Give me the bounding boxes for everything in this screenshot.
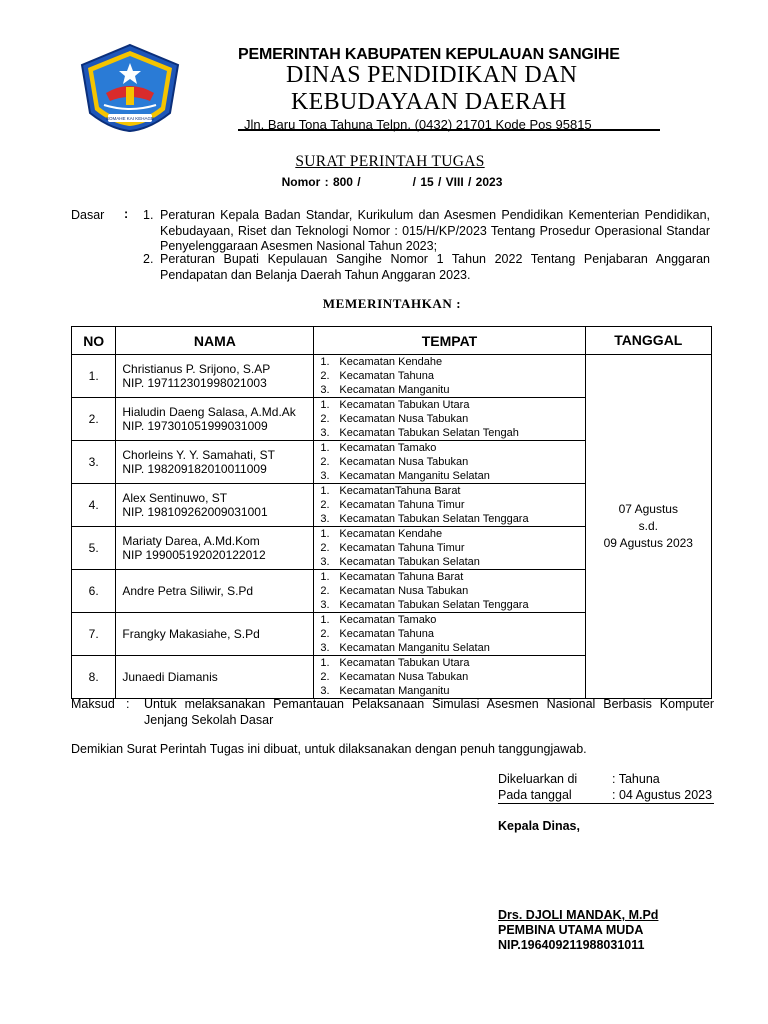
dasar-item-1: [143, 208, 715, 255]
person-name: Hialudin Daeng Salasa, A.Md.Ak: [122, 405, 296, 419]
place-item: 3. Kecamatan Tabukan Selatan Tengah: [320, 427, 519, 439]
assignment-dates-cell: [585, 355, 711, 699]
date-sd: s.d.: [638, 519, 658, 533]
place-item: 1. Kecamatan Tamako: [320, 442, 437, 454]
person-nip: NIP. 197301051999031009: [122, 419, 268, 433]
row-number: 2.: [72, 398, 116, 441]
issued-date-value: : 04 Agustus 2023: [612, 788, 713, 802]
dasar-label: Dasar: [71, 208, 105, 222]
row-name-cell: [116, 656, 314, 699]
place-item: 2. Kecamatan Tahuna Timur: [320, 542, 465, 554]
places-list: [314, 441, 584, 483]
person-name: Mariaty Darea, A.Md.Kom: [122, 534, 260, 548]
regency-emblem-logo: [78, 43, 182, 133]
date-end: 09 Agustus 2023: [603, 536, 693, 550]
row-name-cell: [116, 441, 314, 484]
signer-role: Kepala Dinas,: [498, 819, 580, 833]
issued-place-value: : Tahuna: [612, 772, 660, 786]
row-places-cell: [314, 656, 585, 699]
dasar-item-text: Peraturan Kepala Badan Standar, Kurikulum dan Asesmen Pendidikan Kementerian Pendidikan, Kebudayaan, Riset dan Teknologi Nomor : 015/H/KP/2023 Tentang Prosedur Operasional Standar Penyelenggaraan Asesmen Nasional Tahun 2023;: [160, 208, 710, 253]
place-item: 3. Kecamatan Manganitu Selatan: [320, 642, 490, 654]
letter-number: Nomor : 800 / / 15 / VIII / 2023: [281, 175, 503, 189]
row-number: 6.: [72, 570, 116, 613]
issued-date-row: [498, 788, 714, 804]
places-list: [314, 398, 584, 440]
place-item: 1. Kecamatan Tabukan Utara: [320, 399, 470, 411]
place-item: 1. Kecamatan Tahuna Barat: [320, 571, 464, 583]
row-name-cell: [116, 355, 314, 398]
place-item: 1. Kecamatan Kendahe: [320, 528, 443, 540]
row-places-cell: [314, 441, 585, 484]
place-item: 3. Kecamatan Tabukan Selatan Tenggara: [320, 513, 529, 525]
maksud-label: Maksud: [71, 697, 115, 711]
places-list: [314, 613, 584, 655]
place-item: 3. Kecamatan Tabukan Selatan: [320, 556, 480, 568]
assignment-table: [71, 326, 712, 699]
place-item: 3. Kecamatan Manganitu: [320, 685, 450, 697]
person-name: Christianus P. Srijono, S.AP: [122, 362, 271, 376]
person-nip: NIP 199005192020122012: [122, 548, 266, 562]
person-name: Frangky Makasiahe, S.Pd: [122, 627, 260, 641]
header-divider: [238, 129, 660, 131]
place-item: 2. Kecamatan Nusa Tabukan: [320, 456, 469, 468]
person-name: Chorleins Y. Y. Samahati, ST: [122, 448, 275, 462]
person-nip: NIP. 197112301998021003: [122, 376, 267, 390]
row-name-cell: [116, 484, 314, 527]
row-number: 7.: [72, 613, 116, 656]
svg-text:SOMAHE KAI KEHAGE: SOMAHE KAI KEHAGE: [105, 116, 155, 121]
maksud-separator: :: [126, 697, 130, 711]
place-item: 2. Kecamatan Tahuna: [320, 628, 434, 640]
places-list: [314, 527, 584, 569]
date-start: 07 Agustus: [618, 502, 678, 516]
dasar-item-text: Peraturan Bupati Kepulauan Sangihe Nomor 1 Tahun 2022 Tentang Penjabaran Anggaran Pendapatan dan Belanja Daerah Tahun Anggaran 2023.: [160, 252, 710, 282]
dasar-separator: :: [124, 207, 129, 221]
person-name: Andre Petra Siliwir, S.Pd: [122, 584, 254, 598]
row-name-cell: [116, 570, 314, 613]
table-row: [72, 355, 712, 398]
row-places-cell: [314, 613, 585, 656]
row-number: 8.: [72, 656, 116, 699]
places-list: [314, 570, 584, 612]
person-nip: NIP. 198209182010011009: [122, 462, 267, 476]
row-name-cell: [116, 398, 314, 441]
row-number: 4.: [72, 484, 116, 527]
government-name: PEMERINTAH KABUPATEN KEPULAUAN SANGIHE: [238, 46, 620, 63]
place-item: 2. Kecamatan Tahuna: [320, 370, 434, 382]
places-list: [314, 656, 584, 698]
row-name-cell: [116, 613, 314, 656]
row-places-cell: [314, 398, 585, 441]
person-name: Junaedi Diamanis: [122, 670, 218, 684]
agency-name-line1: DINAS PENDIDIKAN DAN: [286, 62, 578, 88]
letter-title: SURAT PERINTAH TUGAS: [295, 153, 485, 170]
row-places-cell: [314, 527, 585, 570]
issued-place-label: Dikeluarkan di: [498, 772, 578, 786]
person-nip: NIP. 198109262009031001: [122, 505, 268, 519]
place-item: 1. Kecamatan Kendahe: [320, 356, 443, 368]
places-list: [314, 484, 584, 526]
places-list: [314, 355, 584, 397]
row-number: 3.: [72, 441, 116, 484]
header-tempat: TEMPAT: [314, 327, 585, 355]
maksud-text: Untuk melaksanakan Pemantauan Pelaksanaan Simulasi Asesmen Nasional Berbasis Komputer Jenjang Sekolah Dasar: [144, 697, 714, 727]
place-item: 2. Kecamatan Nusa Tabukan: [320, 413, 469, 425]
row-places-cell: [314, 570, 585, 613]
agency-address: Jln. Baru Tona Tahuna Telpn. (0432) 21701 Kode Pos 95815: [244, 117, 592, 132]
dasar-item-number: 2.: [143, 252, 154, 266]
memerintahkan-heading: MEMERINTAHKAN :: [322, 296, 462, 311]
place-item: 3. Kecamatan Manganitu: [320, 384, 450, 396]
signer-nip: NIP.196409211988031011: [498, 938, 645, 952]
closing-statement: Demikian Surat Perintah Tugas ini dibuat, untuk dilaksanakan dengan penuh tanggungjawab.: [71, 742, 587, 756]
row-places-cell: [314, 355, 585, 398]
row-number: 5.: [72, 527, 116, 570]
place-item: 2. Kecamatan Tahuna Timur: [320, 499, 465, 511]
dasar-item-number: 1.: [143, 208, 154, 222]
table-header-row: [72, 327, 712, 355]
place-item: 2. Kecamatan Nusa Tabukan: [320, 585, 469, 597]
place-item: 1. KecamatanTahuna Barat: [320, 485, 461, 497]
signer-rank: PEMBINA UTAMA MUDA: [498, 923, 644, 937]
header-no: NO: [72, 327, 116, 355]
place-item: 3. Kecamatan Tabukan Selatan Tenggara: [320, 599, 529, 611]
issued-date-label: Pada tanggal: [498, 788, 572, 802]
place-item: 1. Kecamatan Tabukan Utara: [320, 657, 470, 669]
header-tanggal: TANGGAL: [585, 327, 711, 355]
person-name: Alex Sentinuwo, ST: [122, 491, 228, 505]
row-places-cell: [314, 484, 585, 527]
place-item: 2. Kecamatan Nusa Tabukan: [320, 671, 469, 683]
dasar-item-2: [143, 252, 715, 283]
place-item: 1. Kecamatan Tamako: [320, 614, 437, 626]
row-number: 1.: [72, 355, 116, 398]
agency-name-line2: KEBUDAYAAN DAERAH: [291, 89, 567, 115]
row-name-cell: [116, 527, 314, 570]
header-nama: NAMA: [116, 327, 314, 355]
place-item: 3. Kecamatan Manganitu Selatan: [320, 470, 490, 482]
signer-name: Drs. DJOLI MANDAK, M.Pd: [498, 908, 659, 922]
